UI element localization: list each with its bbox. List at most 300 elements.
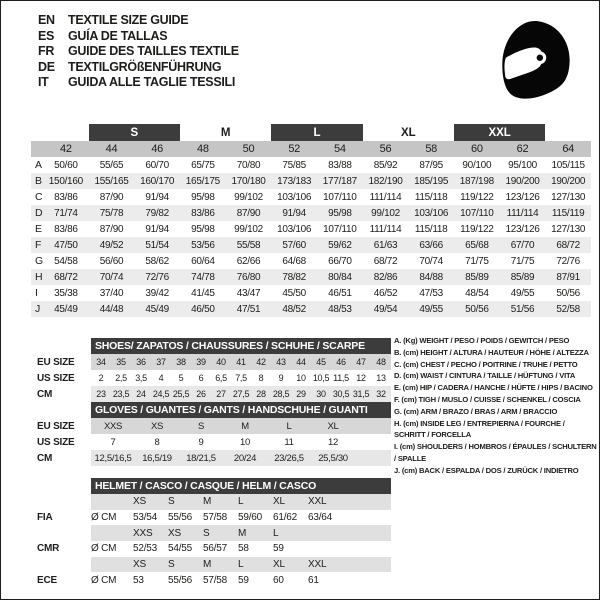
section-value: 12 xyxy=(356,373,366,383)
section-value: 20/24 xyxy=(233,452,257,464)
measurement-value: 85/89 xyxy=(510,271,535,283)
section-value: XL xyxy=(327,420,339,432)
measurement-value: 71/75 xyxy=(510,255,535,267)
measurement-value: 83/86 xyxy=(191,207,215,219)
measurement-value: 84/88 xyxy=(419,271,443,283)
measurement-value: 50/56 xyxy=(556,287,580,299)
language-code: FR xyxy=(38,44,55,59)
section-value: 26 xyxy=(196,389,206,399)
language-code: ES xyxy=(38,28,55,43)
measurement-value: 111/114 xyxy=(369,223,402,235)
helmet-value: 59 xyxy=(238,574,249,586)
measurement-value: 85/89 xyxy=(465,271,489,283)
legend-entry: C. (cm) CHEST / PECHO / POITRINE / TRUHE / PETTO xyxy=(394,359,578,369)
section-value: 43 xyxy=(276,357,286,367)
section-value: 23 xyxy=(96,389,106,399)
section-value: 10 xyxy=(240,436,250,448)
row-label: H xyxy=(35,271,43,283)
measurement-value: 87/90 xyxy=(99,223,124,235)
section-value: 18/21,5 xyxy=(186,452,216,464)
section-value: M xyxy=(241,420,249,432)
section-row-label: US SIZE xyxy=(37,372,75,384)
measurement-value: 107/110 xyxy=(323,223,357,235)
textile-size-table xyxy=(31,124,591,317)
measurement-value: 47/53 xyxy=(419,287,443,299)
helmet-size-row xyxy=(91,525,391,541)
measurement-value: 55/58 xyxy=(236,239,261,251)
guide-title: GUÍA DE TALLAS xyxy=(68,28,168,43)
measurement-value: 190/200 xyxy=(551,175,586,187)
measurement-value: 60/70 xyxy=(145,159,169,171)
measurement-value: 64/68 xyxy=(282,255,306,267)
measurement-value: 103/106 xyxy=(414,207,449,219)
helmet-icon-svg xyxy=(488,17,573,107)
size-group-m: M xyxy=(220,126,231,139)
measurement-value: 53/56 xyxy=(191,239,215,251)
row-label: C xyxy=(35,191,43,203)
measurement-value: 48/54 xyxy=(465,287,489,299)
helmet-value: 57/58 xyxy=(203,574,228,586)
helmet-size: M xyxy=(203,559,212,571)
section-value: 30 xyxy=(316,389,326,399)
measurement-value: 127/130 xyxy=(551,191,586,203)
measurement-value: 75/85 xyxy=(282,159,306,171)
measurement-value: 187/198 xyxy=(459,175,494,187)
measurement-value: 47/50 xyxy=(54,239,78,251)
helmet-value-row xyxy=(91,510,391,526)
measurement-value: 103/106 xyxy=(277,191,312,203)
unit-label: Ø CM xyxy=(91,543,117,555)
measurement-value: 95/98 xyxy=(328,207,352,219)
measurement-row-b xyxy=(31,173,591,189)
section-value: 44 xyxy=(296,357,306,367)
unit-label: Ø CM xyxy=(91,574,117,586)
guide-title: TEXTILGRÖßENFÜHRUNG xyxy=(68,59,222,74)
section-data-row xyxy=(91,386,391,402)
language-row xyxy=(38,60,239,76)
section-value: 38 xyxy=(176,357,186,367)
section-row-label: EU SIZE xyxy=(37,420,75,432)
measurement-value: 91/94 xyxy=(145,191,169,203)
section-value: 10,5 xyxy=(312,373,330,383)
measurement-value: 111/114 xyxy=(506,207,539,219)
measurement-value: 66/70 xyxy=(328,255,352,267)
helmet-value: 53/54 xyxy=(133,512,158,524)
helmet-size: XXS xyxy=(133,527,153,539)
size-number: 44 xyxy=(105,143,118,155)
empty-cell xyxy=(31,124,89,141)
measurement-value: 57/60 xyxy=(282,239,306,251)
section-value: 41 xyxy=(236,357,246,367)
section-value: 12,5/16,5 xyxy=(94,452,132,464)
measurement-value: 123/126 xyxy=(505,223,540,235)
measurement-value: 115/118 xyxy=(414,191,448,203)
helmet-value: 55/56 xyxy=(168,512,193,524)
measurement-value: 59/62 xyxy=(328,239,352,251)
section-value: 24,5 xyxy=(152,389,170,399)
measurement-value: 160/170 xyxy=(140,175,175,187)
label-spacer xyxy=(31,402,91,418)
measurement-value: 72/76 xyxy=(145,271,169,283)
standard-label: FIA xyxy=(37,512,53,524)
section-value: 29 xyxy=(296,389,306,399)
section-value: 46 xyxy=(336,357,346,367)
language-code: IT xyxy=(38,75,49,90)
section-value: 6 xyxy=(198,373,204,383)
legend-entry: E. (cm) HIP / CADERA / HANCHE / HÜFTE / HIPS / BACINO xyxy=(394,383,593,393)
helmet-value: 53 xyxy=(133,574,144,586)
section-value: 2 xyxy=(98,373,104,383)
legend-entry: I. (cm) SHOULDERS / HOMBROS / ÉPAULES / SCHULTERN / SPALLE xyxy=(394,442,597,463)
helmet-size: XXL xyxy=(308,496,327,508)
measurement-value: 79/82 xyxy=(145,207,169,219)
helmet-value-row xyxy=(91,572,391,588)
section-value: 31,5 xyxy=(352,389,370,399)
measurement-value: 65/68 xyxy=(465,239,489,251)
shoes-row-labels xyxy=(31,338,91,402)
guide-title: GUIDE DES TAILLES TEXTILE xyxy=(68,44,239,59)
section-data-row xyxy=(91,450,391,466)
measurement-value: 177/187 xyxy=(322,175,357,187)
section-value: 4 xyxy=(158,373,164,383)
helmet-size: L xyxy=(273,527,279,539)
section-value: 34 xyxy=(96,357,106,367)
label-spacer xyxy=(31,494,91,510)
size-number: 58 xyxy=(425,143,437,155)
measurement-value: 45/50 xyxy=(282,287,306,299)
measurement-value: 155/165 xyxy=(94,175,129,187)
measurement-value: 71/74 xyxy=(54,207,78,219)
size-number: 50 xyxy=(242,143,255,155)
section-row-label: US SIZE xyxy=(37,436,75,448)
helmet-value: 57/58 xyxy=(203,512,228,524)
measurement-value: 47/51 xyxy=(236,303,261,315)
helmet-value: 52/53 xyxy=(133,543,158,555)
measurement-value: 173/183 xyxy=(277,175,312,187)
helmet-value: 54/55 xyxy=(168,543,193,555)
measurement-value: 190/200 xyxy=(505,175,540,187)
label-spacer xyxy=(31,525,91,541)
row-label: D xyxy=(35,207,43,219)
measurement-value: 68/72 xyxy=(54,271,78,283)
gloves-table-title: GLOVES / GUANTES / GANTS / HANDSCHUHE / GUANTI xyxy=(91,402,391,418)
measurement-value: 85/92 xyxy=(373,159,398,171)
language-row xyxy=(38,75,239,91)
helmet-size: XL xyxy=(273,496,285,508)
section-value: S xyxy=(197,420,205,432)
measurement-value: 103/106 xyxy=(277,223,312,235)
section-value: 16,5/19 xyxy=(142,452,172,464)
guide-title: TEXTILE SIZE GUIDE xyxy=(68,13,189,27)
helmet-value: 61 xyxy=(308,574,319,586)
helmet-size: S xyxy=(203,527,210,539)
measurement-value: 45/49 xyxy=(145,303,169,315)
section-value: 6,5 xyxy=(215,373,227,383)
section-value: 40 xyxy=(216,357,226,367)
section-value: 12 xyxy=(328,436,338,448)
helmet-size: S xyxy=(168,496,175,508)
size-group-header-row xyxy=(31,124,591,141)
size-number: 42 xyxy=(60,143,72,155)
measurement-value: 37/40 xyxy=(99,287,124,299)
section-value: 28 xyxy=(256,389,266,399)
helmet-value: 59 xyxy=(273,543,284,555)
size-number: 56 xyxy=(379,143,392,155)
size-group-s: S xyxy=(89,124,180,141)
size-number-row xyxy=(31,141,591,157)
helmet-size: S xyxy=(168,559,175,571)
measurement-value: 70/80 xyxy=(236,159,261,171)
section-value: 7,5 xyxy=(235,373,247,383)
shoes-section xyxy=(31,338,391,402)
guide-title: GUIDA ALLE TAGLIE TESSILI xyxy=(68,75,236,90)
section-value: 2,5 xyxy=(115,373,127,383)
measurement-value: 46/51 xyxy=(328,287,352,299)
measurement-value: 43/47 xyxy=(236,287,261,299)
section-row-label: EU SIZE xyxy=(37,356,75,368)
section-value: 8 xyxy=(154,436,160,448)
section-value: 32 xyxy=(376,389,386,399)
measurement-value: 63/66 xyxy=(419,239,443,251)
row-label: B xyxy=(35,175,42,187)
section-value: 42 xyxy=(256,357,266,367)
section-value: 35 xyxy=(116,357,126,367)
measurement-value: 123/126 xyxy=(505,191,540,203)
helmet-size: XL xyxy=(273,559,285,571)
measurement-row-h xyxy=(31,269,591,285)
row-label: A xyxy=(35,159,42,171)
section-value: L xyxy=(286,420,292,432)
measurement-value: 95/98 xyxy=(191,223,215,235)
helmet-icon xyxy=(488,17,573,107)
measurement-row-g xyxy=(31,253,591,269)
measurement-row-e xyxy=(31,221,591,237)
size-number: 64 xyxy=(562,143,574,155)
helmet-size: L xyxy=(238,559,244,571)
measurement-legend xyxy=(394,335,598,477)
language-title-list xyxy=(38,13,239,91)
measurement-value: 76/80 xyxy=(236,271,261,283)
helmet-value: 60 xyxy=(273,574,284,586)
section-data-row xyxy=(91,354,391,370)
measurement-value: 68/72 xyxy=(373,255,398,267)
measurement-value: 50/60 xyxy=(54,159,78,171)
measurement-value: 115/118 xyxy=(414,223,448,235)
measurement-value: 82/86 xyxy=(373,271,398,283)
measurement-value: 49/54 xyxy=(373,303,398,315)
measurement-value: 99/102 xyxy=(234,223,263,235)
measurement-value: 41/45 xyxy=(191,287,215,299)
language-row xyxy=(38,13,239,29)
measurement-value: 68/72 xyxy=(556,239,580,251)
section-value: 3,5 xyxy=(135,373,147,383)
measurement-value: 99/102 xyxy=(234,191,263,203)
legend-entry: G. (cm) ARM / BRAZO / BRAS / ARM / BRACCIO xyxy=(394,406,558,416)
legend-entry: H. (cm) INSIDE LEG / ENTREPIERNA / FOURCHE / SCHRITT / FORCELLA xyxy=(394,418,565,440)
measurement-value: 35/38 xyxy=(54,287,78,299)
helmet-size: XS xyxy=(168,527,181,539)
section-value: 11,5 xyxy=(333,373,349,383)
measurement-value: 54/58 xyxy=(54,255,78,267)
row-label: I xyxy=(35,287,38,299)
measurement-value: 51/56 xyxy=(510,303,535,315)
measurement-row-d xyxy=(31,205,591,221)
measurement-value: 52/58 xyxy=(556,303,580,315)
measurement-value: 71/75 xyxy=(465,255,489,267)
measurement-value: 119/122 xyxy=(460,223,494,235)
measurement-value: 87/95 xyxy=(419,159,443,171)
measurement-value: 49/52 xyxy=(99,239,124,251)
section-value: 9 xyxy=(198,436,204,448)
helmet-size-row xyxy=(91,557,391,573)
section-value: 45 xyxy=(316,357,326,367)
helmet-size: M xyxy=(203,496,212,508)
row-label: E xyxy=(35,223,42,235)
measurement-value: 50/56 xyxy=(465,303,489,315)
unit-label: Ø CM xyxy=(91,512,117,524)
helmet-value-row xyxy=(91,541,391,557)
helmet-row-labels xyxy=(31,478,91,588)
measurement-value: 83/86 xyxy=(54,223,78,235)
label-spacer xyxy=(31,338,91,354)
label-spacer xyxy=(31,478,91,494)
measurement-value: 56/60 xyxy=(99,255,124,267)
measurement-value: 95/100 xyxy=(508,159,537,171)
section-value: 37 xyxy=(156,357,166,367)
measurement-value: 90/100 xyxy=(462,159,492,171)
language-code: DE xyxy=(38,59,55,74)
section-value: 48 xyxy=(376,357,386,367)
legend-entry: A. (Kg) WEIGHT / PESO / POIDS / GEWITCH / PESO xyxy=(394,336,570,345)
helmet-value: 61/62 xyxy=(273,512,298,524)
measurement-value: 99/102 xyxy=(371,207,400,219)
size-group-l: L xyxy=(271,124,362,141)
measurement-value: 58/62 xyxy=(145,255,169,267)
measurement-row-c xyxy=(31,189,591,205)
legend-entry: J. (cm) BACK / ESPALDA / DOS / ZURÜCK / INDIETRO xyxy=(394,465,579,475)
section-value: 25,5/30 xyxy=(318,452,348,464)
section-data-row xyxy=(91,418,391,434)
measurement-value: 70/74 xyxy=(419,255,443,267)
section-value: 25,5 xyxy=(172,389,190,399)
size-number: 48 xyxy=(197,143,209,155)
measurement-value: 119/122 xyxy=(460,191,494,203)
section-value: 8 xyxy=(258,373,264,383)
helmet-size: XXL xyxy=(308,559,327,571)
helmet-size: M xyxy=(238,527,247,539)
section-data-row xyxy=(91,370,391,386)
section-value: 23/26,5 xyxy=(274,452,304,464)
helmet-table-title: HELMET / CASCO / CASQUE / HELM / CASCO xyxy=(91,478,391,494)
measurement-row-j xyxy=(31,301,591,317)
measurement-value: 46/50 xyxy=(191,303,215,315)
measurement-value: 65/75 xyxy=(191,159,215,171)
helmet-value: 63/64 xyxy=(308,512,333,524)
measurement-value: 49/55 xyxy=(419,303,443,315)
section-value: 27,5 xyxy=(232,389,250,399)
section-value: 24 xyxy=(136,389,146,399)
section-value: 5 xyxy=(178,373,184,383)
section-value: 10 xyxy=(296,373,306,383)
shoes-table xyxy=(91,338,391,402)
section-value: 13 xyxy=(376,373,386,383)
measurement-value: 72/76 xyxy=(556,255,580,267)
helmet-value: 59/60 xyxy=(238,512,263,524)
measurement-value: 78/82 xyxy=(282,271,306,283)
gloves-table xyxy=(91,402,391,466)
section-value: 27 xyxy=(216,389,226,399)
size-number: 46 xyxy=(151,143,163,155)
size-number: 54 xyxy=(334,143,346,155)
legend-entry: D. (cm) WAIST / CINTURA / TAILLE / HÜFTUNG / VITA xyxy=(394,371,576,381)
row-label: J xyxy=(35,303,40,315)
gloves-row-labels xyxy=(31,402,91,466)
helmet-value: 56/57 xyxy=(203,543,228,555)
helmet-table xyxy=(91,478,391,588)
measurement-value: 105/115 xyxy=(551,159,585,171)
helmet-size-row xyxy=(91,494,391,510)
measurement-value: 61/63 xyxy=(373,239,398,251)
measurement-value: 48/52 xyxy=(282,303,306,315)
measurement-value: 107/110 xyxy=(460,207,494,219)
section-value: 7 xyxy=(110,436,116,448)
legend-entry: B. (cm) HEIGHT / ALTURA / HAUTEUR / HÖHE / ALTEZZA xyxy=(394,347,589,357)
measurement-value: 185/195 xyxy=(414,175,449,187)
measurement-value: 49/55 xyxy=(510,287,535,299)
row-label: G xyxy=(35,255,43,267)
helmet-size: XS xyxy=(133,496,146,508)
measurement-row-i xyxy=(31,285,591,301)
standard-label: ECE xyxy=(37,574,57,586)
measurement-value: 48/53 xyxy=(328,303,352,315)
section-value: 9 xyxy=(278,373,284,383)
measurement-value: 111/114 xyxy=(369,191,402,203)
measurement-row-a xyxy=(31,157,591,173)
section-value: 30,5 xyxy=(332,389,350,399)
measurement-value: 46/52 xyxy=(373,287,398,299)
measurement-value: 75/78 xyxy=(99,207,124,219)
measurement-value: 127/130 xyxy=(551,223,586,235)
section-row-label: CM xyxy=(37,452,53,464)
measurement-value: 182/190 xyxy=(368,175,403,187)
helmet-value: 58 xyxy=(238,543,249,555)
measurement-value: 87/91 xyxy=(556,271,580,283)
measurement-value: 67/70 xyxy=(510,239,535,251)
section-data-row xyxy=(91,434,391,450)
measurement-value: 70/74 xyxy=(99,271,124,283)
language-code: EN xyxy=(38,13,55,27)
size-number: 60 xyxy=(471,143,483,155)
section-value: 11 xyxy=(284,436,294,448)
measurement-value: 115/119 xyxy=(551,207,585,219)
helmet-value: 55/56 xyxy=(168,574,193,586)
size-group-xl: XL xyxy=(400,126,416,139)
measurement-value: 95/98 xyxy=(191,191,215,203)
size-group-xxl: XXL xyxy=(454,124,545,141)
measurement-value: 83/88 xyxy=(328,159,352,171)
measurement-value: 170/180 xyxy=(231,175,266,187)
row-label: F xyxy=(35,239,42,251)
standard-label: CMR xyxy=(37,543,60,555)
measurement-value: 60/64 xyxy=(191,255,215,267)
measurement-value: 83/86 xyxy=(54,191,78,203)
measurement-value: 91/94 xyxy=(145,223,169,235)
label-spacer xyxy=(31,557,91,573)
size-number: 52 xyxy=(288,143,300,155)
language-row xyxy=(38,44,239,60)
section-value: 39 xyxy=(196,357,206,367)
section-value: 47 xyxy=(356,357,366,367)
